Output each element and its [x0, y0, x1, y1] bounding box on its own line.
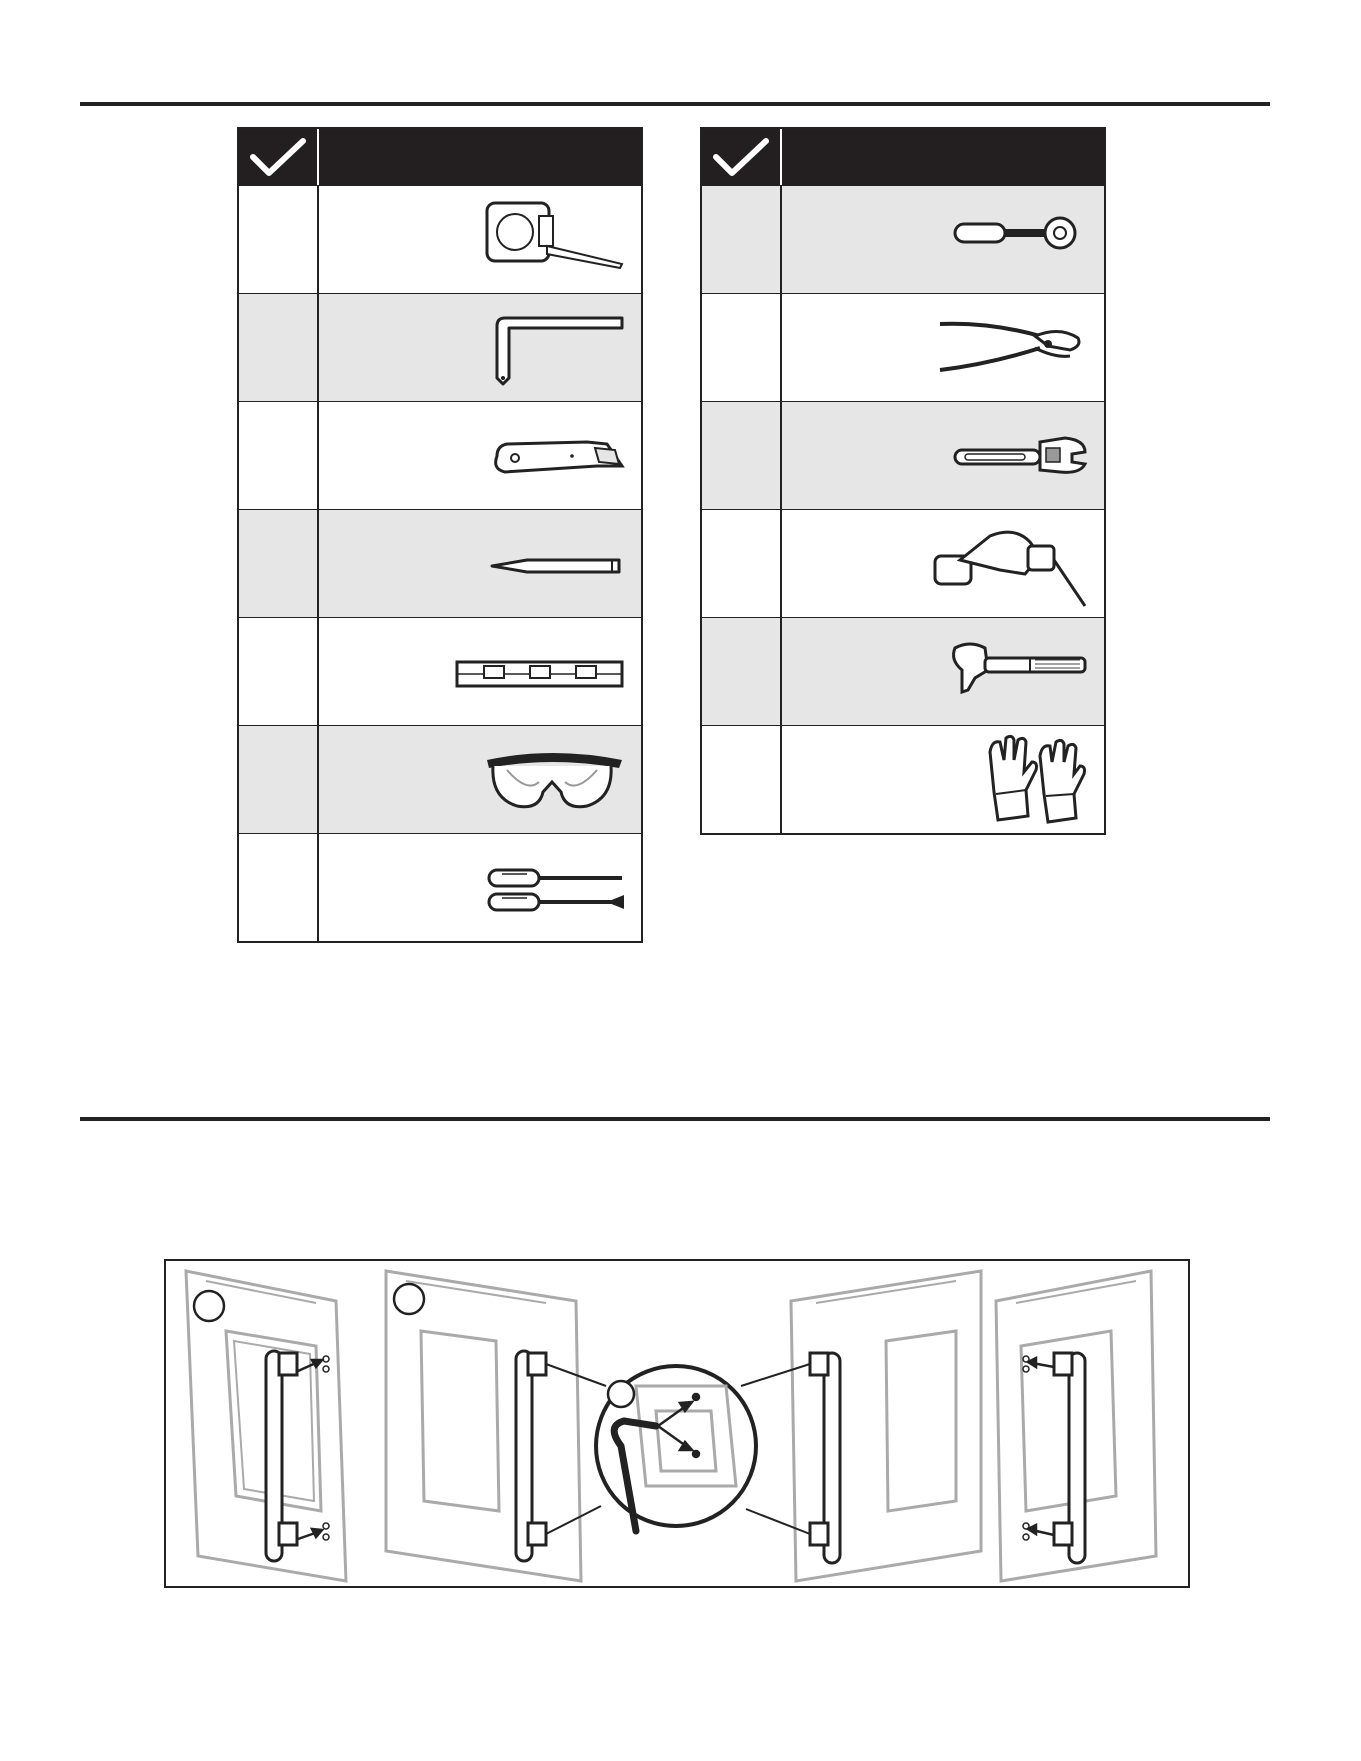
tool-cell: [782, 509, 1104, 617]
pencil-icon: [477, 522, 627, 602]
tool-cell: [782, 185, 1104, 293]
safety-glasses-icon: [477, 738, 627, 818]
adjustable-wrench-icon: [940, 414, 1090, 494]
second-section-rule: [80, 1117, 1270, 1121]
tool-cell: [319, 617, 641, 725]
check-cell[interactable]: [702, 725, 782, 833]
check-cell[interactable]: [239, 293, 319, 401]
check-cell[interactable]: [702, 185, 782, 293]
checkmark-header: [239, 129, 319, 185]
checkmark-header: [702, 129, 782, 185]
tool-cell: [319, 833, 641, 941]
tool-cell: [319, 401, 641, 509]
check-cell[interactable]: [239, 725, 319, 833]
check-cell[interactable]: [702, 293, 782, 401]
hammer-icon: [940, 630, 1090, 710]
hex-key-icon: [477, 306, 627, 386]
check-cell[interactable]: [239, 185, 319, 293]
tool-cell: [319, 185, 641, 293]
check-cell[interactable]: [239, 833, 319, 941]
tool-cell: [782, 617, 1104, 725]
check-cell[interactable]: [239, 401, 319, 509]
tools-table-right: [700, 127, 1106, 835]
ratchet-icon: [940, 198, 1090, 278]
pliers-icon: [930, 306, 1090, 386]
drill-icon: [920, 516, 1090, 611]
checkmark-icon: [249, 137, 307, 177]
tape-measure-icon: [477, 198, 627, 278]
check-cell[interactable]: [239, 509, 319, 617]
check-cell[interactable]: [702, 401, 782, 509]
tool-cell: [782, 401, 1104, 509]
tool-cell: [782, 293, 1104, 401]
checkmark-icon: [712, 137, 770, 177]
check-cell[interactable]: [702, 617, 782, 725]
level-icon: [452, 630, 627, 710]
tool-name-header: [319, 129, 641, 185]
check-cell[interactable]: [239, 617, 319, 725]
utility-knife-icon: [477, 414, 627, 494]
tools-table-left: [237, 127, 643, 943]
tool-cell: [319, 725, 641, 833]
check-cell[interactable]: [702, 509, 782, 617]
screwdrivers-icon: [477, 846, 627, 926]
tool-cell: [782, 725, 1104, 833]
handle-installation-illustration: [166, 1261, 1188, 1586]
tool-cell: [319, 509, 641, 617]
handle-installation-figure: [164, 1259, 1190, 1588]
tool-name-header: [782, 129, 1104, 185]
tool-cell: [319, 293, 641, 401]
gloves-icon: [980, 732, 1090, 827]
top-section-rule: [80, 102, 1270, 106]
